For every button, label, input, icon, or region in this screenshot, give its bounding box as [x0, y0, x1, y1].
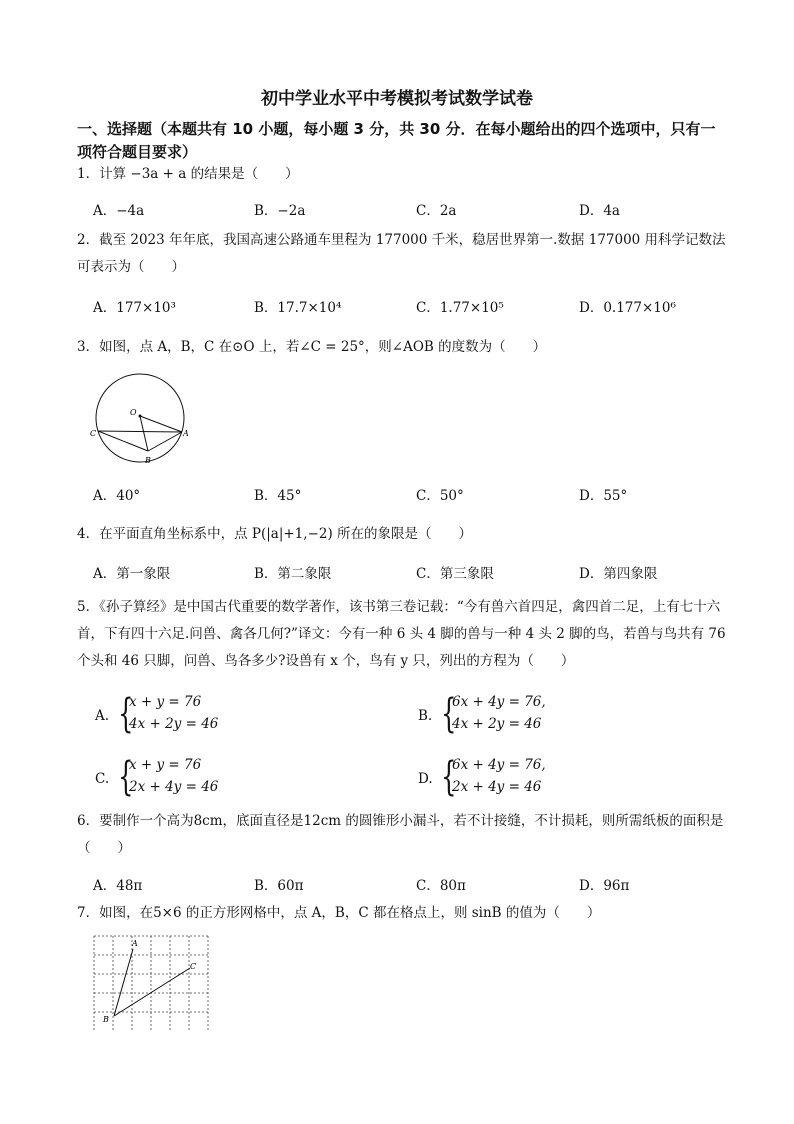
brace-icon: { [441, 691, 457, 737]
option-b: B．17.7×10⁴ [254, 300, 342, 316]
question-3-stem: 3．如图，点 A，B，C 在⊙O 上，若∠C = 25°，则∠AOB 的度数为（ ） [77, 339, 547, 355]
option-d: D．55° [579, 488, 628, 504]
equation-1: 6x + 4y = 76, [452, 694, 546, 710]
equation-1: 6x + 4y = 76, [452, 757, 546, 773]
question-4-options [77, 562, 727, 584]
section-heading: 一、选择题（本题共有 10 小题，每小题 3 分，共 30 分．在每小题给出的四个选项中，只有一项符合题目要求） [77, 120, 716, 161]
option-a: A．第一象限 [93, 566, 171, 582]
label-a: A [132, 939, 138, 948]
option-d: D．第四象限 [579, 566, 658, 582]
circle-figure [88, 370, 198, 470]
label-b: B [103, 1015, 109, 1024]
option-d: D．0.177×10⁶ [579, 300, 676, 316]
question-5-stem: 5．《孙子算经》是中国古代重要的数学著作，该书第三卷记载：“今有兽六首四足，禽四首二足，上有七十六首，下有四十六足.问兽、禽各几何?”译文：今有一种 6 头 4 脚的兽与一种 4 头 2 脚的鸟，若兽与鸟共有 76 个头和 46 只脚，问兽、鸟各多少?设兽有 x 个，鸟有 y 只，列出的方程为（ ） [77, 599, 726, 669]
option-letter: C. [95, 771, 110, 787]
grid-figure [90, 934, 214, 1030]
option-a: A．−4a [93, 203, 145, 219]
option-a: A．40° [93, 488, 141, 504]
option-letter: A. [95, 708, 110, 724]
equation-2: 2x + 4y = 46 [129, 779, 219, 795]
page-title: 初中学业水平中考模拟考试数学试卷 [261, 89, 533, 109]
label-c: C [190, 962, 197, 971]
option-letter: B. [418, 708, 433, 724]
equation-1: x + y = 76 [129, 694, 202, 710]
option-b: B．60π [254, 878, 304, 894]
option-c: C．50° [416, 488, 464, 504]
question-6-stem: 6．要制作一个高为8cm，底面直径是12cm 的圆锥形小漏斗，若不计接缝，不计损耗，则所需纸板的面积是（ ） [77, 813, 724, 856]
option-c: C．2a [416, 203, 457, 219]
option-c: C．第三象限 [416, 566, 494, 582]
equation-1: x + y = 76 [129, 757, 202, 773]
label-c: C [90, 429, 97, 438]
option-b: B．第二象限 [254, 566, 332, 582]
question-6-options [77, 874, 727, 896]
question-1-stem: 1．计算 −3a + a 的结果是（ ） [77, 166, 299, 182]
option-d: D．4a [579, 203, 620, 219]
label-a: A [183, 429, 189, 438]
question-2-options [77, 296, 727, 318]
option-c: C．80π [416, 878, 466, 894]
question-7-stem: 7．如图，在5×6 的正方形网格中，点 A，B，C 都在格点上，则 sinB 的值为（ ） [77, 905, 601, 921]
option-c: C．1.77×10⁵ [416, 300, 504, 316]
label-o: O [130, 408, 137, 417]
option-a: A．48π [93, 878, 143, 894]
equation-2: 2x + 4y = 46 [452, 779, 542, 795]
option-letter: D. [418, 771, 433, 787]
equation-2: 4x + 2y = 46 [452, 716, 542, 732]
label-b: B [145, 456, 151, 465]
question-1-options [77, 199, 727, 221]
brace-icon: { [441, 754, 457, 800]
option-a: A．177×10³ [93, 300, 176, 316]
question-3-options [77, 484, 727, 506]
brace-icon: { [118, 754, 134, 800]
question-4-stem: 4．在平面直角坐标系中，点 P(|a|+1,−2) 所在的象限是（ ） [77, 526, 473, 542]
equation-2: 4x + 2y = 46 [129, 716, 219, 732]
option-b: B．45° [254, 488, 302, 504]
option-d: D．96π [579, 878, 630, 894]
brace-icon: { [118, 691, 134, 737]
option-b: B．−2a [254, 203, 306, 219]
question-2-stem: 2．截至 2023 年年底，我国高速公路通车里程为 177000 千米，稳居世界第一.数据 177000 用科学记数法可表示为（ ） [77, 232, 726, 275]
